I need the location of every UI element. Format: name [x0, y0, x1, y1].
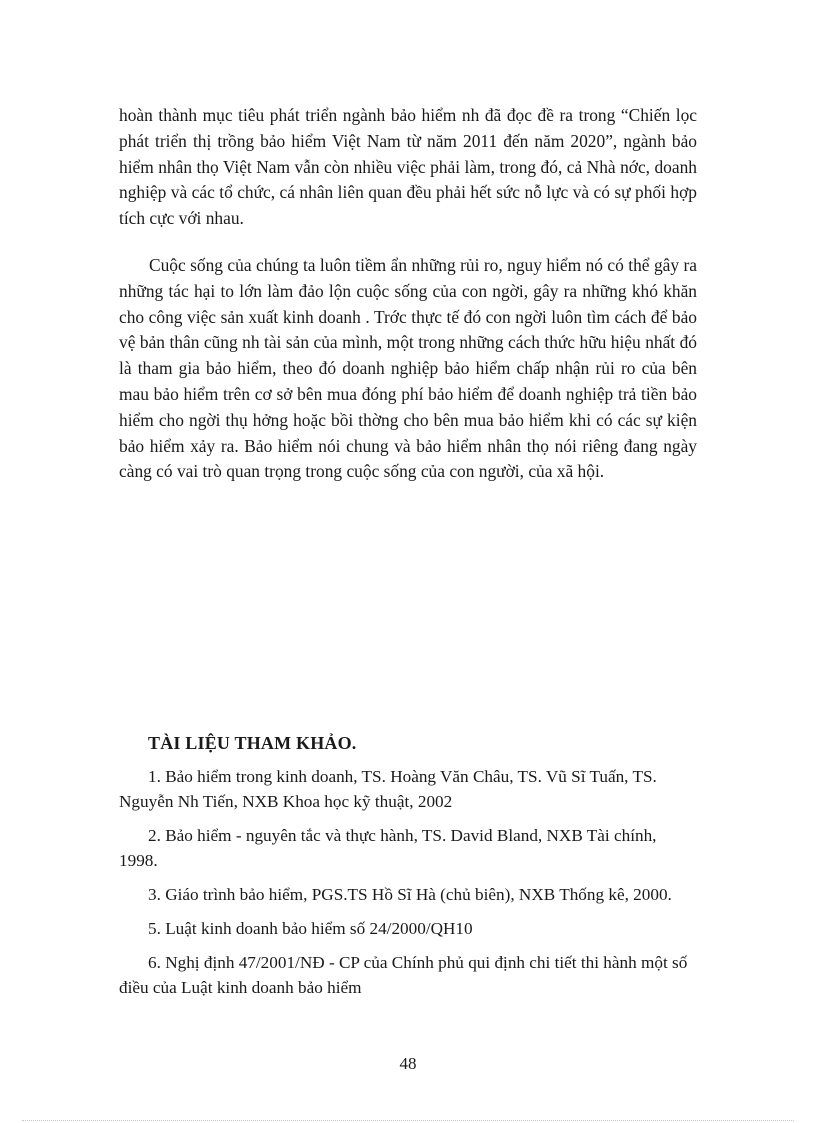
reference-item: 1. Bảo hiểm trong kinh doanh, TS. Hoàng Văn Châu, TS. Vũ Sĩ Tuấn, TS. Nguyễn Nh Tiến, NXB Khoa học kỹ thuật, 2002 — [119, 767, 657, 811]
references-heading: TÀI LIỆU THAM KHẢO. — [148, 733, 357, 753]
reference-item: 2. Bảo hiểm - nguyên tắc và thực hành, TS. David Bland, NXB Tài chính, 1998. — [119, 826, 657, 870]
page-bottom-divider — [22, 1120, 794, 1121]
references-list — [119, 764, 699, 1009]
page-number: 48 — [399, 1054, 417, 1073]
reference-item: 6. Nghị định 47/2001/NĐ - CP của Chính phủ qui định chi tiết thi hành một số điều của Luật kinh doanh bảo hiểm — [119, 953, 688, 997]
reference-item: 5. Luật kinh doanh bảo hiểm số 24/2000/QH10 — [148, 919, 473, 938]
body-paragraph-1: hoàn thành mục tiêu phát triển ngành bảo hiểm nh đã đọc đề ra trong “Chiến lọc phát triển thị trồng bảo hiểm Việt Nam từ năm 2011 đến năm 2020”, ngành bảo hiểm nhân thọ Việt Nam vẫn còn nhiều việc phải làm, trong đó, cả Nhà nớc, doanh nghiệp và các tổ chức, cá nhân liên quan đều phải hết sức nỗ lực và có sự phối hợp tích cực với nhau. — [119, 105, 697, 229]
reference-item: 3. Giáo trình bảo hiểm, PGS.TS Hồ Sĩ Hà (chủ biên), NXB Thống kê, 2000. — [148, 885, 672, 904]
body-paragraph-2: Cuộc sống của chúng ta luôn tiềm ẩn những rủi ro, nguy hiểm nó có thể gây ra những tác hại to lớn làm đảo lộn cuộc sống của con ngời, gây ra những khó khăn cho công việc sản xuất kinh doanh . Trớc thực tế đó con ngời luôn tìm cách để bảo vệ bản thân cũng nh tài sản của mình, một trong những cách thức hữu hiệu nhất đó là tham gia bảo hiểm, theo đó doanh nghiệp bảo hiểm chấp nhận rủi ro của bên mau bảo hiểm trên cơ sở bên mua đóng phí bảo hiểm để doanh nghiệp trả tiền bảo hiểm cho ngời thụ hởng hoặc bồi thờng cho bên mua bảo hiểm khi có các sự kiện bảo hiểm xảy ra. Bảo hiểm nói chung và bảo hiểm nhân thọ nói riêng đang ngày càng có vai trò quan trọng trong cuộc sống của con người, của xã hội. — [119, 255, 697, 482]
